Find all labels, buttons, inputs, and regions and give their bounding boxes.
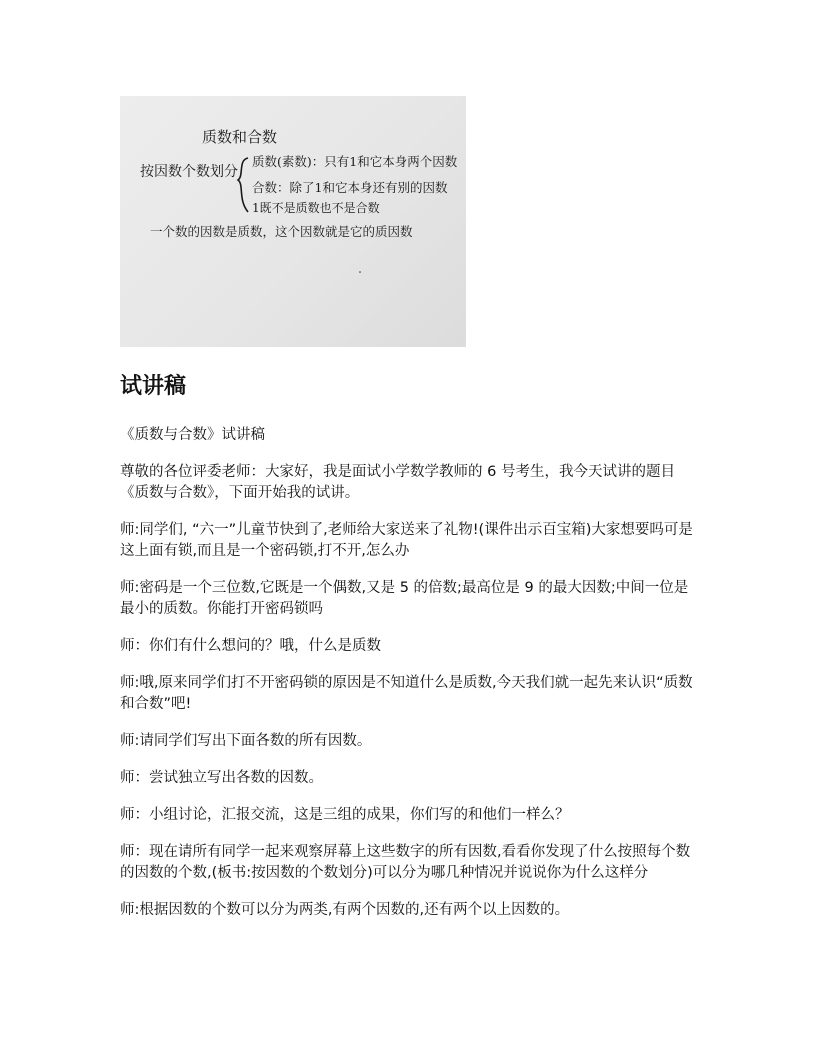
page-title: 试讲稿 [120,374,187,399]
paragraph: 《质数与合数》试讲稿 [120,427,265,443]
paragraph: 师：小组讨论，汇报交流，这是三组的成果，你们写的和他们一样么？ [120,807,570,823]
notes-line-composite: 合数：除了1和它本身还有别的因数 [252,180,448,195]
paragraph: 师：你们有什么想问的？哦，什么是质数 [120,638,381,654]
brace-mark [238,158,248,212]
paragraph: 师：现在请所有同学一起来观察屏幕上这些数字的所有因数,看看你发现了什么按照每个数的因数的个数,(板书:按因数的个数划分)可以分为哪几种情况并说说你为什么这样分 [120,844,691,881]
notes-line-one: 1既不是质数也不是合数 [252,201,380,215]
paper-speck [359,271,361,273]
handwritten-notes-photo [120,96,466,347]
notes-title: 质数和合数 [202,128,278,146]
document-body [120,425,700,937]
notes-left-label: 按因数个数划分 [140,164,238,180]
paragraph: 师:密码是一个三位数,它既是一个偶数,又是 5 的倍数;最高位是 9 的最大因数;中间一位是最小的质数。你能打开密码锁吗 [120,580,689,617]
paragraph: 师:哦,原来同学们打不开密码锁的原因是不知道什么是质数,今天我们就一起先来认识“质数和合数”吧! [120,675,693,712]
paragraph: 尊敬的各位评委老师：大家好，我是面试小学数学教师的 6 号考生，我今天试讲的题目《质数与合数》，下面开始我的试讲。 [120,464,675,501]
paragraph: 师:请同学们写出下面各数的所有因数。 [120,733,372,749]
handwritten-notes-drawing [120,96,466,347]
paragraph: 师：尝试独立写出各数的因数。 [120,770,323,786]
notes-line-prime: 质数(素数)：只有1和它本身两个因数 [252,154,458,169]
paragraph: 师:同学们, “六一”儿童节快到了,老师给大家送来了礼物!(课件出示百宝箱)大家想要吗可是这上面有锁,而且是一个密码锁,打不开,怎么办 [120,522,693,559]
paragraph: 师:根据因数的个数可以分为两类,有两个因数的,还有两个以上因数的。 [120,902,570,918]
notes-line-prime-factor: 一个数的因数是质数，这个因数就是它的质因数 [150,224,413,239]
